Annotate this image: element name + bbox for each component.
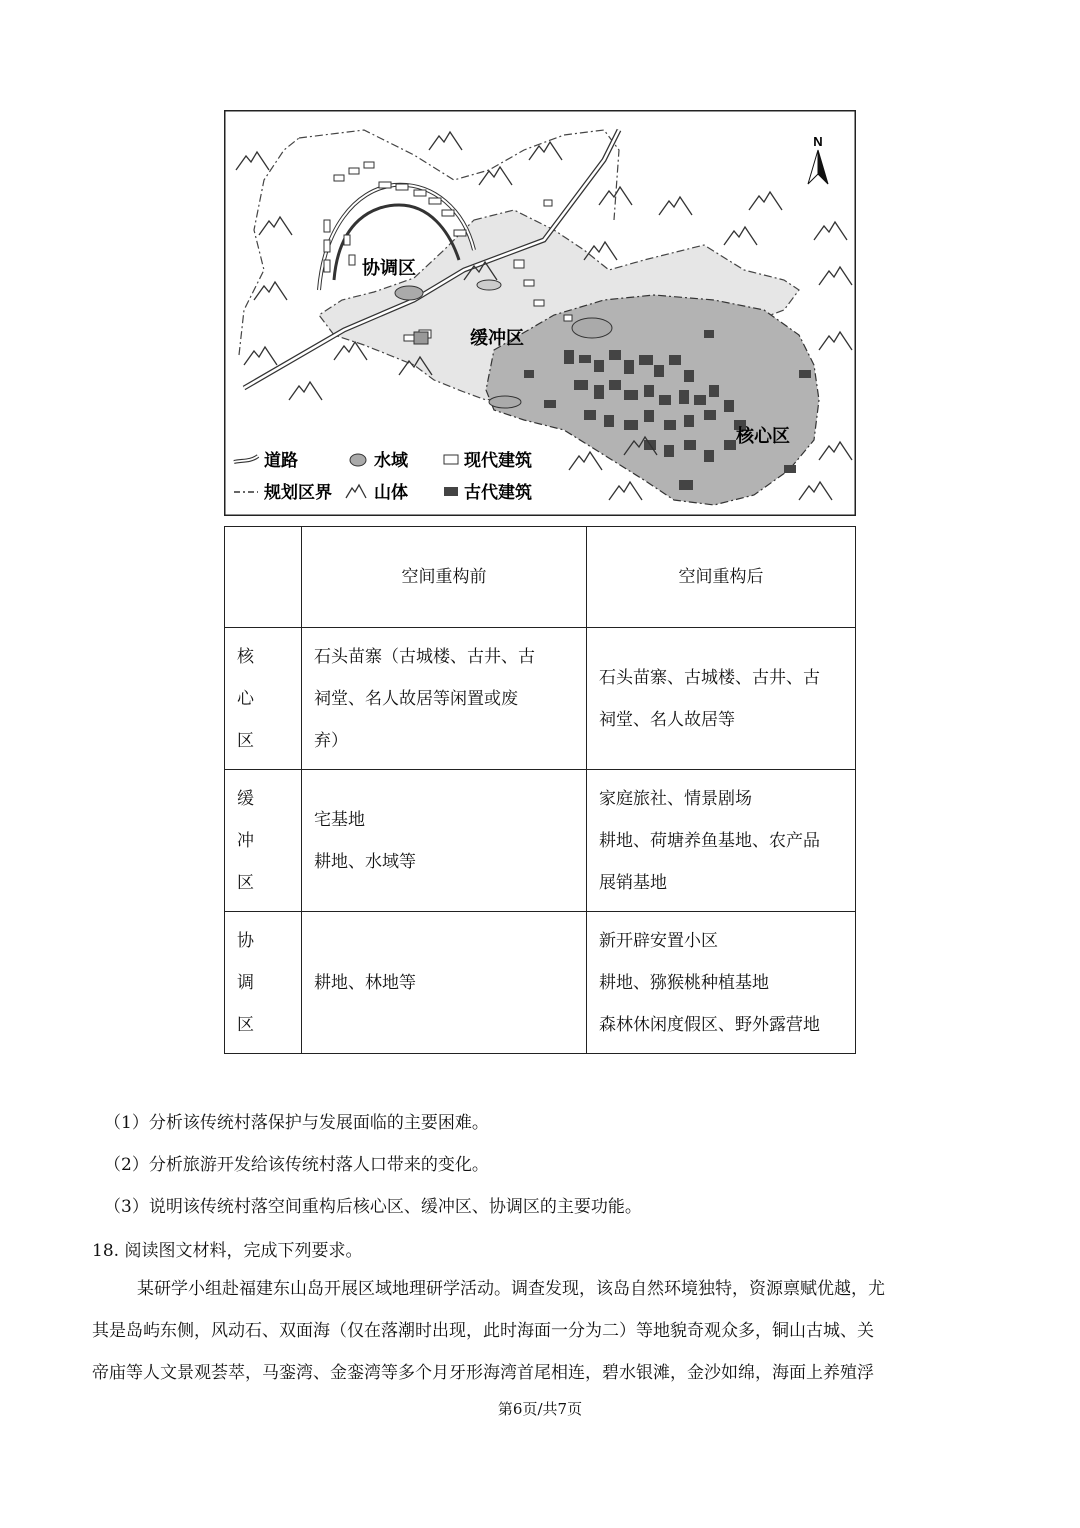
question-18-heading: 18. 阅读图文材料，完成下列要求。 (92, 1241, 363, 1261)
svg-text:现代建筑: 现代建筑 (464, 451, 532, 470)
zone-label-huanchong: 缓冲区 (470, 328, 524, 349)
row-zone-huanchong: 缓冲 区 (225, 770, 302, 912)
material-paragraph-line-1: 某研学小组赴福建东山岛开展区域地理研学活动。调查发现，该岛自然环境独特，资源禀赋优越，尤 (137, 1279, 885, 1299)
material-paragraph-line-2: 其是岛屿东侧，风动石、双面海（仅在落潮时出现，此时海面一分为二）等地貌奇观众多，铜山古城、关 (92, 1321, 874, 1341)
svg-text:规划区界: 规划区界 (264, 483, 332, 502)
page-footer: 第6页/共7页 (497, 1400, 583, 1418)
row-xietiao-after: 新开辟安置小区 耕地、猕猴桃种植基地 森林休闲度假区、野外露营地 (587, 912, 856, 1054)
north-label: N (813, 134, 823, 149)
question-2: （2）分析旅游开发给该传统村落人口带来的变化。 (104, 1155, 489, 1175)
row-zone-xietiao: 协调 区 (225, 912, 302, 1054)
question-3: （3）说明该传统村落空间重构后核心区、缓冲区、协调区的主要功能。 (104, 1197, 642, 1217)
legend-modern-icon (444, 455, 458, 464)
legend-water-icon (350, 454, 366, 466)
zone-label-hexin: 核心区 (736, 426, 790, 447)
legend-ancient-icon (444, 487, 458, 496)
spatial-reconstruction-table (224, 526, 856, 1054)
material-paragraph-line-3: 帝庙等人文景观荟萃，马銮湾、金銮湾等多个月牙形海湾首尾相连，碧水银滩，金沙如绵，海面上养殖浮 (92, 1363, 874, 1383)
row-huanchong-before: 宅基地 耕地、水域等 (302, 770, 587, 912)
svg-text:水域: 水域 (374, 451, 408, 470)
table-header-after: 空间重构后 (587, 527, 856, 628)
table-header-empty (225, 527, 302, 628)
svg-text:古代建筑: 古代建筑 (464, 483, 532, 502)
row-hexin-after: 石头苗寨、古城楼、古井、古 祠堂、名人故居等 (587, 628, 856, 770)
row-xietiao-before: 耕地、林地等 (302, 912, 587, 1054)
question-1: （1）分析该传统村落保护与发展面临的主要困难。 (104, 1113, 489, 1133)
zone-label-xietiao: 协调区 (362, 258, 416, 279)
row-hexin-before: 石头苗寨（古城楼、古井、古 祠堂、名人故居等闲置或废 弃） (302, 628, 587, 770)
table-header-before: 空间重构前 (302, 527, 587, 628)
row-zone-hexin: 核心 区 (225, 628, 302, 770)
svg-text:山体: 山体 (374, 483, 408, 502)
svg-text:道路: 道路 (264, 451, 298, 470)
village-zoning-map (224, 110, 856, 516)
row-huanchong-after: 家庭旅社、情景剧场 耕地、荷塘养鱼基地、农产品 展销基地 (587, 770, 856, 912)
